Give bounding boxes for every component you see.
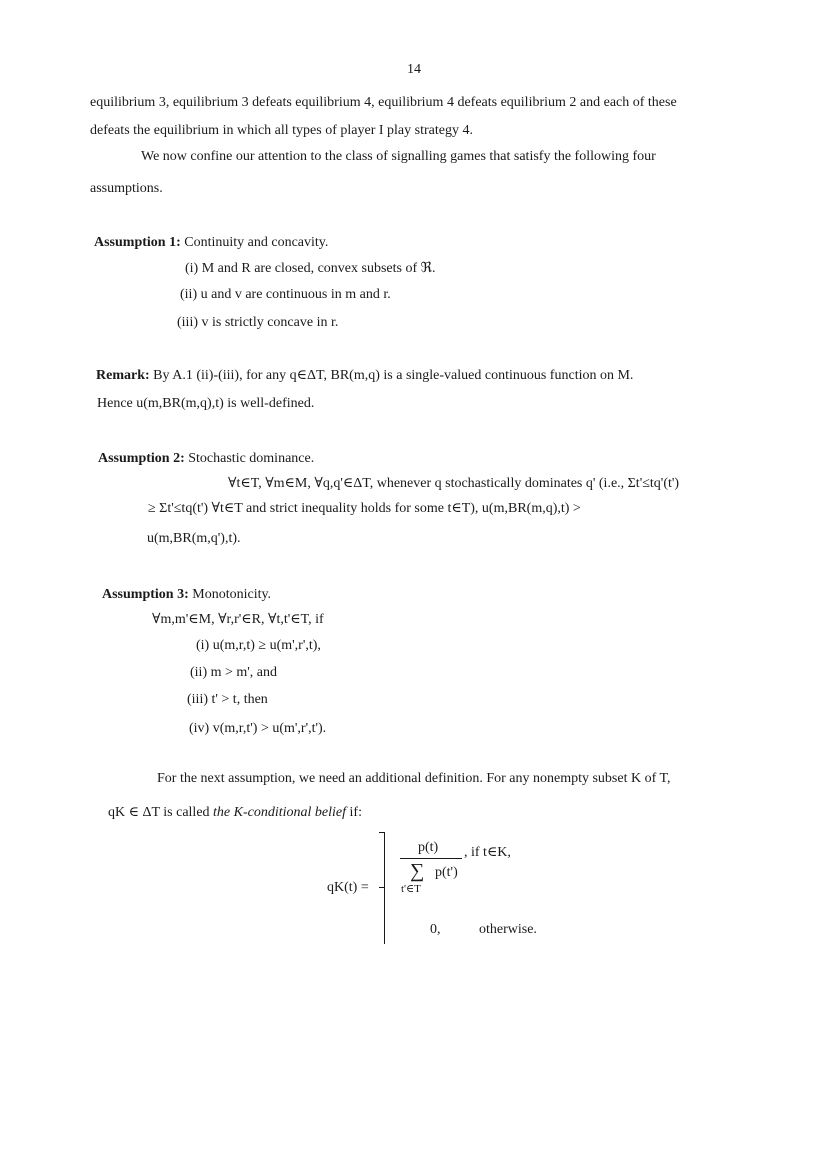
assumption-1-item-i: (i) M and R are closed, convex subsets of ℜ. <box>185 261 436 276</box>
assumption-2-line-2: ≥ Σt'≤tq(t') ∀t∈T and strict inequality holds for some t∈T), u(m,BR(m,q),t) > <box>148 501 581 516</box>
assumption-3-item-iv: (iv) v(m,r,t') > u(m',r',t'). <box>189 721 327 736</box>
assumption-1-heading: Continuity and concavity. <box>184 235 329 250</box>
assumption-3-item-ii: (ii) m > m', and <box>190 665 278 680</box>
definition-term: the K-conditional belief <box>213 805 347 820</box>
assumption-2-heading: Stochastic dominance. <box>188 451 315 466</box>
intro-line-2: defeats the equilibrium in which all types of player I play strategy 4. <box>90 123 473 138</box>
cases-brace <box>384 832 395 944</box>
assumption-2-title: Assumption 2: <box>98 451 185 466</box>
assumption-3-quantifier: ∀m,m'∈M, ∀r,r'∈R, ∀t,t'∈T, if <box>152 612 324 627</box>
page-number: 14 <box>407 62 421 77</box>
definition-prefix: qK ∈ ΔT is called <box>108 805 214 820</box>
fraction-bar <box>400 858 462 859</box>
formula-lhs: qK(t) = <box>327 880 369 895</box>
assumption-3 <box>102 588 271 602</box>
assumption-3-heading: Monotonicity. <box>192 587 272 602</box>
definition-suffix: if: <box>346 805 362 820</box>
intro-line-4: assumptions. <box>90 181 163 196</box>
intro-line-1: equilibrium 3, equilibrium 3 defeats equilibrium 4, equilibrium 4 defeats equilibrium 2 and each of these <box>90 95 677 110</box>
remark <box>96 369 633 383</box>
assumption-3-item-i: (i) u(m,r,t) ≥ u(m',r',t), <box>196 638 321 653</box>
remark-line-2: Hence u(m,BR(m,q),t) is well-defined. <box>97 396 315 411</box>
formula-numerator: p(t) <box>418 840 439 855</box>
sum-symbol: ∑ <box>410 860 425 882</box>
definition-line-2 <box>108 806 362 820</box>
formula-denominator: p(t') <box>435 865 458 880</box>
assumption-2-line-3: u(m,BR(m,q'),t). <box>147 531 241 546</box>
assumption-2 <box>98 452 314 466</box>
case-2-condition: otherwise. <box>479 922 537 937</box>
assumption-1-item-iii: (iii) v is strictly concave in r. <box>177 315 339 330</box>
case-2-value: 0, <box>430 922 441 937</box>
assumption-3-title: Assumption 3: <box>102 587 189 602</box>
definition-line-1: For the next assumption, we need an additional definition. For any nonempty subset K of T, <box>157 771 671 786</box>
case-1-condition: , if t∈K, <box>464 845 511 860</box>
assumption-1 <box>94 236 328 250</box>
remark-title: Remark: <box>96 368 150 383</box>
assumption-1-title: Assumption 1: <box>94 235 181 250</box>
assumption-2-line-1: ∀t∈T, ∀m∈M, ∀q,q'∈ΔT, whenever q stochastically dominates q' (i.e., Σt'≤tq'(t') <box>228 476 680 491</box>
assumption-3-item-iii: (iii) t' > t, then <box>187 692 268 707</box>
sum-index: t'∈T <box>401 883 421 895</box>
remark-line-1: By A.1 (ii)-(iii), for any q∈ΔT, BR(m,q) is a single-valued continuous function on M. <box>153 368 634 383</box>
intro-line-3: We now confine our attention to the class of signalling games that satisfy the following four <box>141 149 656 164</box>
assumption-1-item-ii: (ii) u and v are continuous in m and r. <box>180 287 391 302</box>
